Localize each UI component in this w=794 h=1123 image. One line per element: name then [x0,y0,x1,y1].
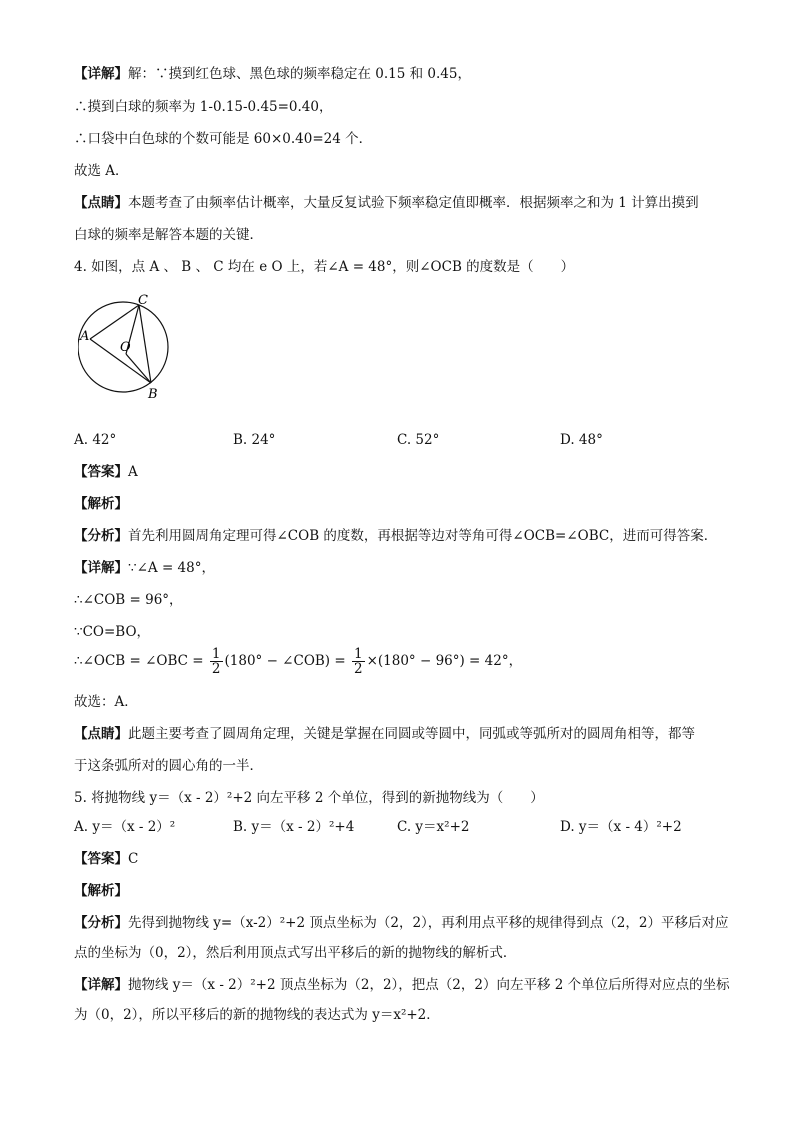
q5-answer: 【答案】C [74,851,139,867]
detail-tag: 【详解】 [74,977,128,993]
q5-option-b: B. y＝（x - 2）²+4 [233,819,355,835]
q4-detail: 【详解】∵∠A = 48°， [74,560,215,576]
q4-question: 4. 如图，点 A 、 B 、 C 均在 e O 上，若∠A = 48°，则∠OCB 的度数是（ ） [74,259,575,275]
q4-option-c: C. 52° [397,432,440,448]
circle-figure [78,292,188,404]
q5-question: 5. 将抛物线 y＝（x - 2）²+2 向左平移 2 个单位，得到的新抛物线为（ ） [74,790,544,806]
answer-tag: 【答案】 [74,851,128,867]
comment-tag: 【点睛】 [74,195,128,211]
q3-detail: 【详解】解：∵摸到红色球、黑色球的频率稳定在 0.15 和 0.45， [74,66,471,82]
q3-line-3: ∴口袋中白色球的个数可能是 60×0.40=24 个． [74,131,373,147]
answer-tag: 【答案】 [74,464,128,480]
q4-step-5: 故选：A． [74,694,138,710]
q4-step-2: ∴∠COB = 96°， [74,592,183,608]
q3-line-4: 故选 A． [74,163,129,179]
q5-option-a: A. y＝（x - 2）² [74,819,176,835]
q3-line-2: ∴摸到白球的频率为 1-0.15-0.45=0.40， [74,99,333,115]
q4-comment-2: 于这条弧所对的圆心角的一半． [74,758,263,774]
q4-answer: 【答案】A [74,464,138,480]
q5-option-c: C. y＝x²+2 [397,819,470,835]
label-c: C [138,293,148,308]
label-a: A [80,329,90,344]
q4-option-a: A. 42° [74,432,117,448]
q4-option-d: D. 48° [560,432,603,448]
q5-analysis-tag: 【解析】 [74,883,128,899]
q5-detail: 【详解】抛物线 y＝（x - 2）²+2 顶点坐标为（2，2），把点（2，2）向左平移 2 个单位后所得对应点的坐标 [74,977,730,993]
q5-analysis-2: 点的坐标为（0，2），然后利用顶点式写出平移后的新的抛物线的解析式． [74,945,517,961]
q4-step-3: ∵CO=BO， [74,624,151,640]
q4-step-4: ∴∠OCB = ∠OBC = $\frac{1}{2}$ (180° − ∠COB) = $\frac{1}{2}$ ×(180° − 96°) = 42°， [74,646,523,677]
detail-tag: 【详解】 [74,66,128,82]
comment-tag: 【点睛】 [74,726,128,742]
q5-option-d: D. y＝（x - 4）²+2 [560,819,682,835]
label-o: O [120,340,131,355]
q4-comment: 【点睛】此题主要考查了圆周角定理，关键是掌握在同圆或等圆中，同弧或等弧所对的圆周角相等，都等 [74,726,695,742]
label-b: B [148,387,158,402]
q3-comment-2: 白球的频率是解答本题的关键． [74,227,263,243]
q4-analysis: 【分析】首先利用圆周角定理可得∠COB 的度数，再根据等边对等角可得∠OCB=∠OBC，进而可得答案． [74,528,718,544]
q3-comment: 【点睛】本题考查了由频率估计概率，大量反复试验下频率稳定值即概率．根据频率之和为 1 计算出摸到 [74,195,699,211]
q5-detail-2: 为（0，2），所以平移后的新的抛物线的表达式为 y＝x²+2． [74,1007,440,1023]
q4-option-b: B. 24° [233,432,276,448]
analysis-tag: 【分析】 [74,915,128,931]
fraction-half: $\frac{1}{2}$ [211,646,221,677]
detail-tag: 【详解】 [74,560,128,576]
q4-analysis-tag: 【解析】 [74,496,128,512]
analysis-tag: 【分析】 [74,528,128,544]
q5-analysis: 【分析】先得到抛物线 y=（x-2）²+2 顶点坐标为（2，2），再利用点平移的规律得到点（2，2）平移后对应 [74,915,729,931]
fraction-half-2: $\frac{1}{2}$ [353,646,363,677]
